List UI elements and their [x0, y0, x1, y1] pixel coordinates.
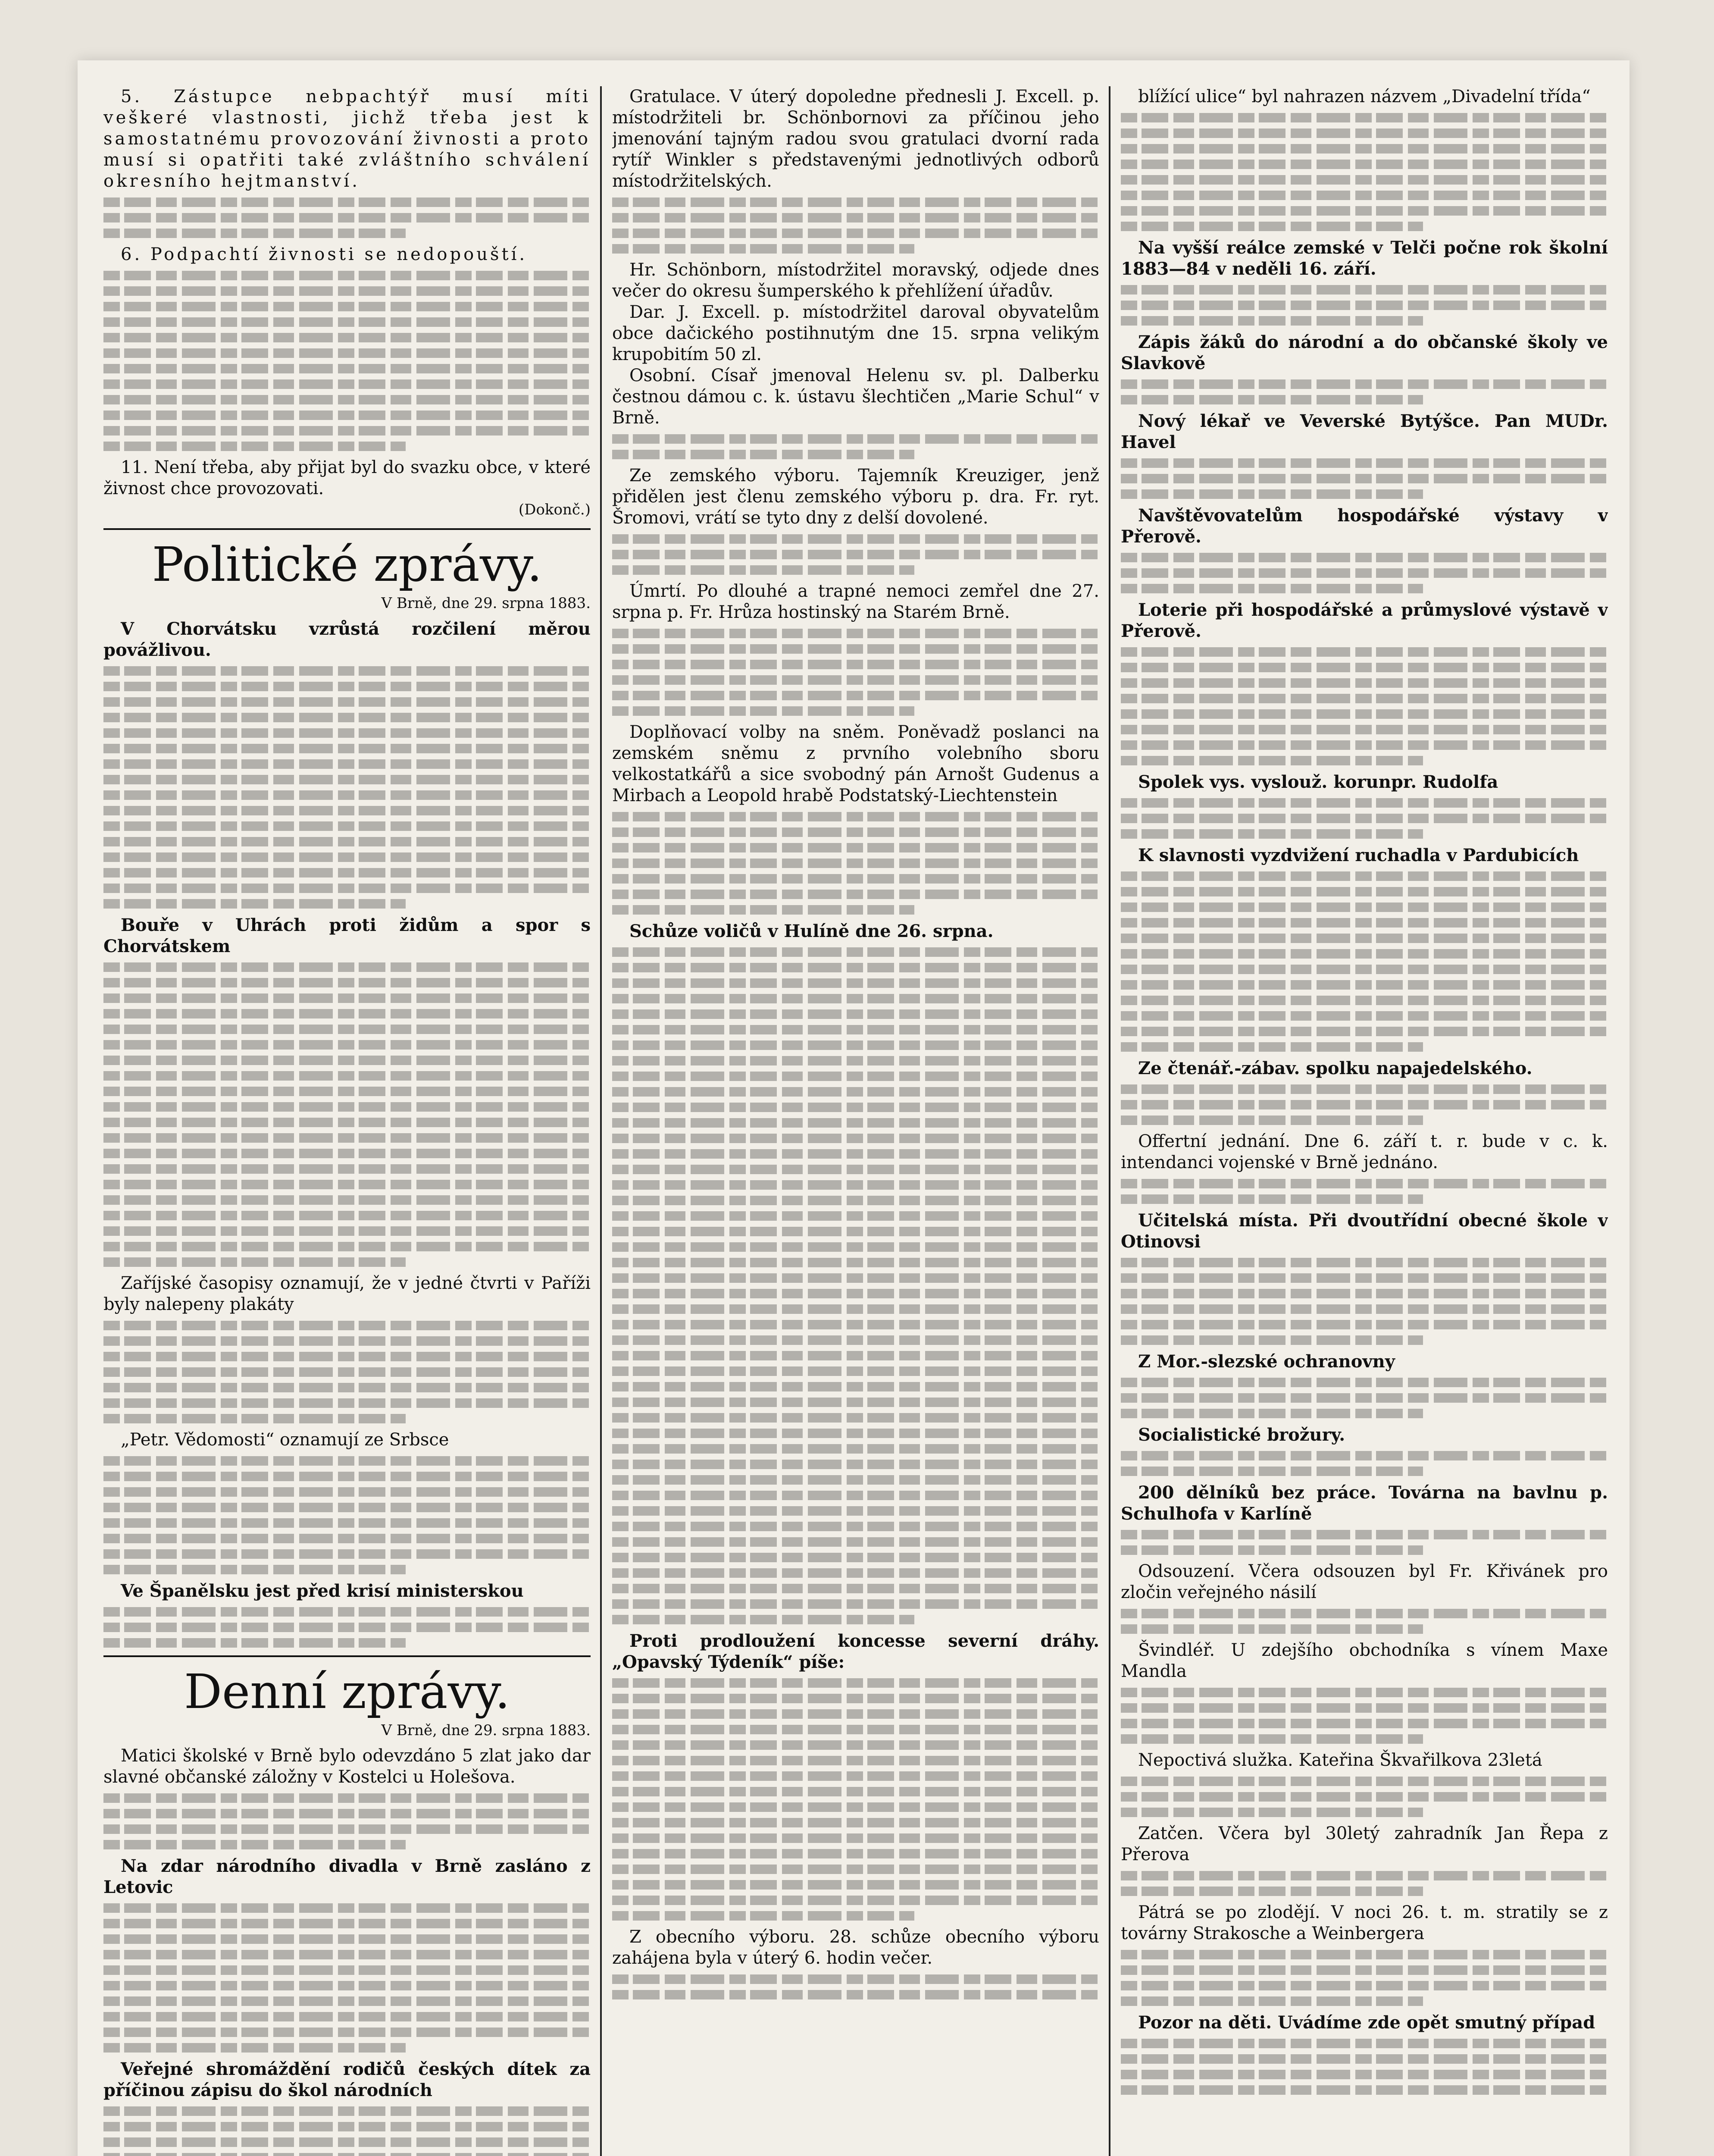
- text-block: [1121, 1950, 1608, 2006]
- divider: [103, 1655, 591, 1657]
- text-block: [103, 1321, 591, 1423]
- text-block: [103, 1793, 591, 1849]
- text-block: [1121, 1084, 1608, 1125]
- article-paragraph: Schůze voličů v Hulíně dne 26. srpna.: [629, 921, 994, 941]
- article-paragraph: Gratulace. V úterý dopoledne přednesli J. Excell. p. místodržiteli br. Schönbornovi za příčinou jeho jmenování tajným radou svou gratulaci dvorní rada rytíř Winkler s představenými jednotlivých odborů místodržitelských.: [612, 87, 1099, 191]
- text-block: [1121, 798, 1608, 839]
- text-block: [1121, 647, 1608, 765]
- text-block: [1121, 1777, 1608, 1817]
- text-block: [103, 1903, 591, 2053]
- text-block: [1121, 871, 1608, 1052]
- text-block: [1121, 379, 1608, 404]
- text-block: [612, 434, 1099, 459]
- text-block: [1121, 1530, 1608, 1555]
- article-paragraph: Spolek vys. vyslouž. korunpr. Rudolfa: [1138, 772, 1498, 792]
- article-paragraph: Nový lékař ve Veverské Bytýšce. Pan MUDr. Havel: [1121, 411, 1608, 452]
- text-block: [1121, 553, 1608, 593]
- article-paragraph: Z Mor.-slezské ochranovny: [1138, 1351, 1395, 1372]
- text-block: [612, 197, 1099, 254]
- article-paragraph: Proti prodloužení koncesse severní dráhy. „Opavský Týdeník“ píše:: [612, 1631, 1099, 1672]
- text-block: [1121, 458, 1608, 499]
- item-paragraph: 5. Zástupce nebpachtýř musí míti veškeré vlastnosti, jichž třeba jest k samostatnému provozování živnosti a proto musí si opatřiti také zvláštního schválení okresního hejtmanství.: [103, 87, 591, 191]
- text-block: [1121, 113, 1608, 231]
- text-block: [612, 534, 1099, 575]
- article-paragraph: Ve Španělsku jest před krisí ministerskou: [121, 1581, 524, 1601]
- article-paragraph: Švindléř. U zdejšího obchodníka s vínem Maxe Mandla: [1121, 1640, 1608, 1681]
- item-paragraph: 6. Podpachtí živnosti se nedopouští.: [121, 244, 528, 264]
- article-paragraph: Učitelská místa. Při dvoutřídní obecné škole v Otinovsi: [1121, 1210, 1608, 1252]
- newspaper-page: [78, 60, 1630, 2156]
- text-block: [103, 1607, 591, 1648]
- article-paragraph: Bouře v Uhrách proti židům a spor s Chorvátskem: [103, 915, 591, 956]
- text-block: [1121, 2039, 1608, 2095]
- text-block: [612, 1678, 1099, 1921]
- article-paragraph: Veřejné shromáždění rodičů českých dítek za příčinou zápisu do škol národních: [103, 2059, 591, 2100]
- text-block: [612, 629, 1099, 716]
- article-paragraph: Odsouzení. Včera odsouzen byl Fr. Křivánek pro zločin veřejného násilí: [1121, 1561, 1608, 1602]
- text-block: [103, 2106, 591, 2156]
- dateline: V Brně, dne 29. srpna 1883.: [381, 595, 591, 612]
- column-rule: [600, 86, 602, 2156]
- article-paragraph: V Chorvátsku vzrůstá rozčilení měrou povážlivou.: [103, 619, 591, 660]
- text-block: [1121, 1179, 1608, 1204]
- article-paragraph: Socialistické brožury.: [1138, 1425, 1345, 1445]
- column-middle: [612, 86, 1099, 2156]
- text-block: [1121, 285, 1608, 326]
- article-paragraph: „Petr. Vědomosti“ oznamují ze Srbsce: [121, 1430, 449, 1450]
- article-paragraph: Na zdar národního divadla v Brně zasláno z Letovic: [103, 1856, 591, 1897]
- article-paragraph: blížící ulice“ byl nahrazen názvem „Divadelní třída“: [1138, 87, 1591, 107]
- column-left: [103, 86, 591, 2156]
- article-paragraph: Na vyšší reálce zemské v Telči počne rok školní 1883—84 v neděli 16. září.: [1121, 238, 1608, 279]
- column-rule: [1109, 86, 1110, 2156]
- column-right: [1121, 86, 1608, 2156]
- text-block: [1121, 1258, 1608, 1345]
- dateline: V Brně, dne 29. srpna 1883.: [381, 1722, 591, 1739]
- text-block: [612, 812, 1099, 915]
- article-paragraph: Dar. J. Excell. p. místodržitel daroval obyvatelům obce dačického postihnutým dne 15. srpna velikým krupobitím 50 zl.: [612, 302, 1099, 364]
- text-block: [612, 947, 1099, 1624]
- divider: [103, 528, 591, 530]
- text-block: [1121, 1871, 1608, 1896]
- text-block: [103, 666, 591, 909]
- article-paragraph: Matici školské v Brně bylo odevzdáno 5 zlat jako dar slavné občanské záložny v Kostelci u Holešova.: [103, 1746, 591, 1787]
- section-heading-politicke: Politické zprávy.: [152, 537, 542, 592]
- article-paragraph: Zápis žáků do národní a do občanské školy ve Slavkově: [1121, 332, 1608, 373]
- article-paragraph: Loterie při hospodářské a průmyslové výstavě v Přerově.: [1121, 600, 1608, 641]
- text-block: [103, 271, 591, 451]
- article-paragraph: Ze zemského výboru. Tajemník Kreuziger, jenž přidělen jest členu zemského výboru p. dra. Fr. ryt. Šromovi, vrátí se tyto dny z delší dovolené.: [612, 466, 1099, 528]
- text-block: [103, 197, 591, 238]
- article-paragraph: Doplňovací volby na sněm. Poněvadž poslanci na zemském sněmu z prvního volebního sboru velkostatkářů a sice svobodný pán Arnošt Gudenus a Mirbach a Leopold hrabě Podstatský-Liechtenstein: [612, 722, 1099, 805]
- article-paragraph: Ze čtenář.-zábav. spolku napajedelského.: [1138, 1058, 1533, 1078]
- text-block: [103, 962, 591, 1267]
- article-paragraph: Navštěvovatelům hospodářské výstavy v Přerově.: [1121, 505, 1608, 547]
- article-paragraph: Nepoctivá služka. Kateřina Škvařilkova 23letá: [1138, 1750, 1542, 1770]
- article-paragraph: Offertní jednání. Dne 6. září t. r. bude v c. k. intendanci vojenské v Brně jednáno.: [1121, 1131, 1608, 1172]
- article-paragraph: Zaříjské časopisy oznamují, že v jedné čtvrti v Paříži byly nalepeny plakáty: [103, 1273, 591, 1314]
- article-paragraph: K slavnosti vyzdvižení ruchadla v Pardubicích: [1138, 845, 1579, 865]
- section-heading-denni: Denní zprávy.: [184, 1664, 510, 1719]
- article-paragraph: Pátrá se po zlodějí. V noci 26. t. m. stratily se z továrny Strakosche a Weinbergera: [1121, 1902, 1608, 1943]
- article-paragraph: Hr. Schönborn, místodržitel moravský, odjede dnes večer do okresu šumperského k přehlížení úřadův.: [612, 260, 1099, 301]
- article-paragraph: 200 dělníků bez práce. Továrna na bavlnu p. Schulhofa v Karlíně: [1121, 1482, 1608, 1524]
- article-paragraph: Z obecního výboru. 28. schůze obecního výboru zahájena byla v úterý 6. hodin večer.: [612, 1927, 1099, 1968]
- text-block: [103, 1456, 591, 1574]
- text-block: [1121, 1609, 1608, 1634]
- continued-marker: (Dokonč.): [518, 501, 591, 518]
- text-block: [1121, 1378, 1608, 1418]
- article-paragraph: Úmrtí. Po dlouhé a trapné nemoci zemřel dne 27. srpna p. Fr. Hrůza hostinský na Starém Brně.: [612, 581, 1099, 622]
- text-block: [612, 1974, 1099, 1999]
- article-paragraph: Pozor na děti. Uvádíme zde opět smutný případ: [1138, 2012, 1595, 2033]
- text-block: [1121, 1688, 1608, 1744]
- article-paragraph: Zatčen. Včera byl 30letý zahradník Jan Řepa z Přerova: [1121, 1824, 1608, 1865]
- article-paragraph: Osobní. Císař jmenoval Helenu sv. pl. Dalberku čestnou dámou c. k. ústavu šlechtičen „Marie Schul“ v Brně.: [612, 366, 1099, 428]
- text-block: [1121, 1451, 1608, 1476]
- item-paragraph: 11. Není třeba, aby přijat byl do svazku obce, v které živnost chce provozovati.: [103, 458, 591, 498]
